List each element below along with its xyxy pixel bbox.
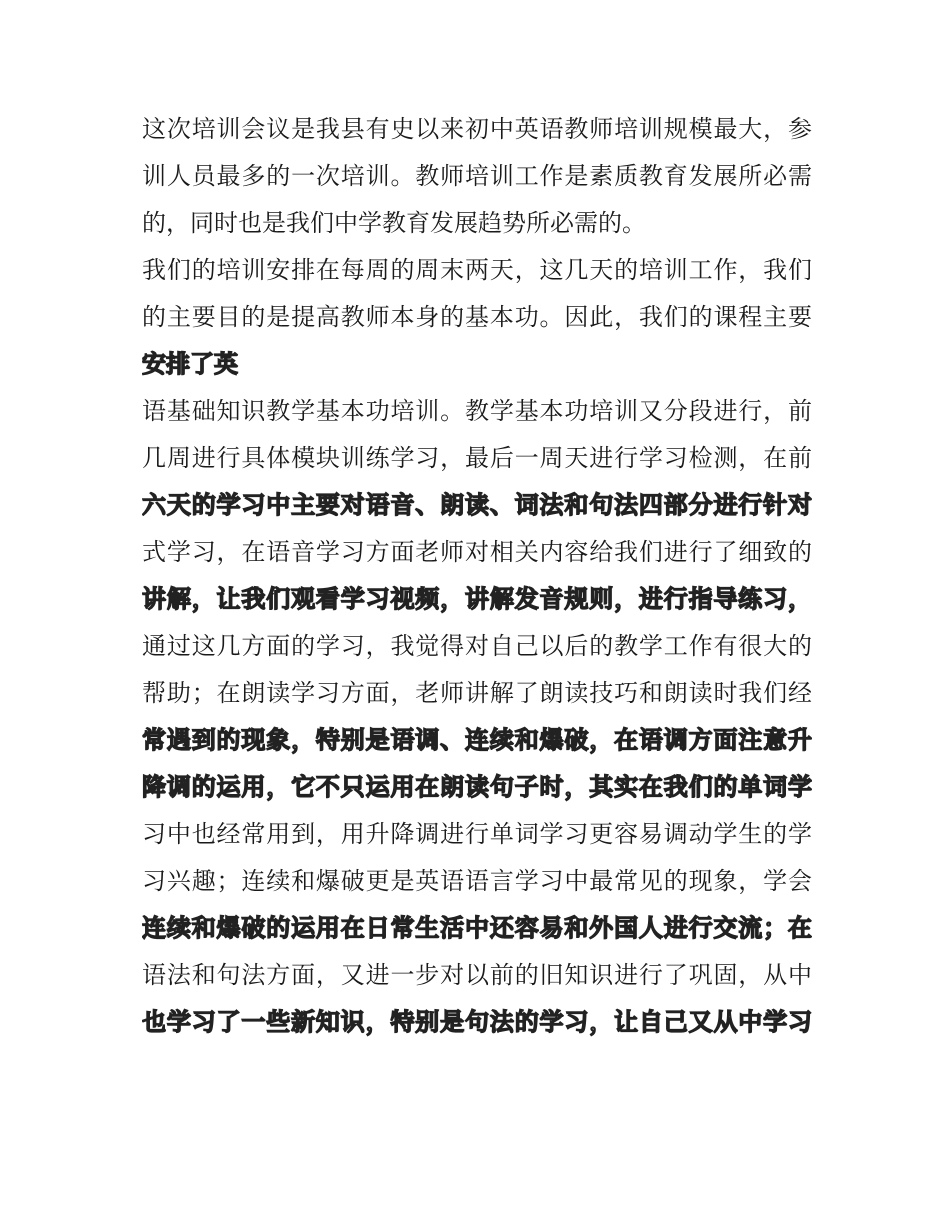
text-line-outlined: 六天的学习中主要对语音、朗读、词法和句法四部分进行针对 <box>142 491 812 519</box>
text-line: 习兴趣；连续和爆破更是英语语言学习中最常见的现象，学会 <box>142 867 812 895</box>
text-line: 这次培训会议是我县有史以来初中英语教师培训规模最大，参 <box>142 115 812 143</box>
text-line: 式学习，在语音学习方面老师对相关内容给我们进行了细致的 <box>142 538 812 566</box>
text-line: 我们的培训安排在每周的周末两天，这几天的培训工作，我们 <box>142 256 812 284</box>
text-line: 语基础知识教学基本功培训。教学基本功培训又分段进行，前 <box>142 397 812 425</box>
document-body <box>142 106 812 1046</box>
text-line-outlined: 降调的运用，它不只运用在朗读句子时，其实在我们的单词学 <box>142 773 812 801</box>
text-line: 通过这几方面的学习，我觉得对自己以后的教学工作有很大的 <box>142 632 812 660</box>
text-line: 几周进行具体模块训练学习，最后一周天进行学习检测，在前 <box>142 444 812 472</box>
text-line: 训人员最多的一次培训。教师培训工作是素质教育发展所必需 <box>142 162 812 190</box>
text-line-outlined: 常遇到的现象，特别是语调、连续和爆破，在语调方面注意升 <box>142 726 812 754</box>
text-line-outlined: 连续和爆破的运用在日常生活中还容易和外国人进行交流；在 <box>142 914 812 942</box>
text-line-outlined: 安排了英 <box>142 350 238 378</box>
text-line: 帮助；在朗读学习方面，老师讲解了朗读技巧和朗读时我们经 <box>142 679 812 707</box>
text-line-outlined: 讲解，让我们观看学习视频，讲解发音规则，进行指导练习， <box>142 585 812 613</box>
text-line: 习中也经常用到，用升降调进行单词学习更容易调动学生的学 <box>142 820 812 848</box>
text-line-outlined: 也学习了一些新知识，特别是句法的学习，让自己又从中学习 <box>142 1008 812 1036</box>
text-line: 语法和句法方面，又进一步对以前的旧知识进行了巩固，从中 <box>142 961 812 989</box>
text-line: 的，同时也是我们中学教育发展趋势所必需的。 <box>142 209 646 237</box>
text-line: 的主要目的是提高教师本身的基本功。因此，我们的课程主要 <box>142 303 812 331</box>
